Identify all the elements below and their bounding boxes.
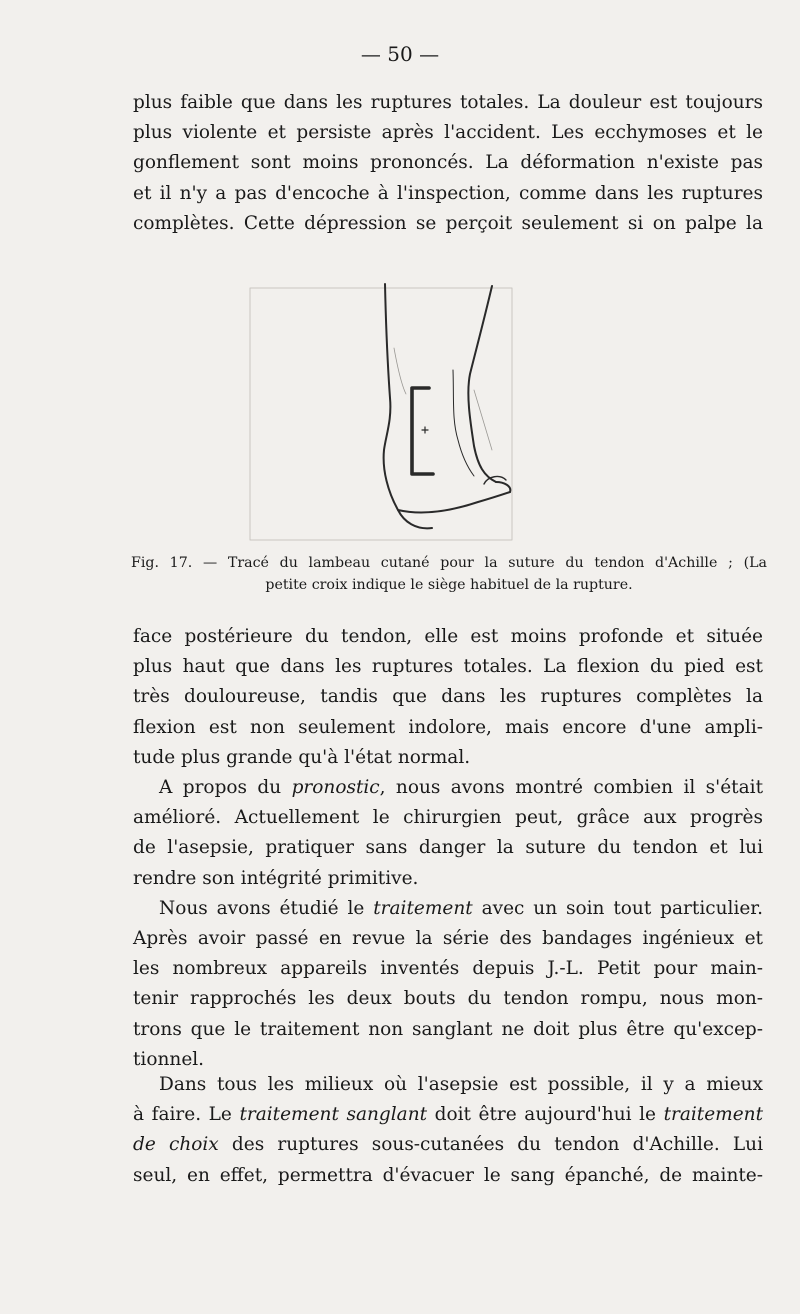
text-line: plus faible que dans les ruptures totales. La douleur est toujours (133, 92, 763, 113)
text-line: les nombreux appareils inventés depuis J.-L. Petit pour main- (133, 958, 763, 980)
text-line: très douloureuse, tandis que dans les ruptures complètes la (133, 686, 763, 708)
italic-term: pronostic (291, 777, 380, 799)
text-line: gonflement sont moins prononcés. La déformation n'existe pas (133, 152, 763, 174)
italic-term: traitement (663, 1104, 764, 1126)
text-line-traitement (133, 894, 763, 924)
text-segment: doit être aujourd'hui le (427, 1104, 664, 1126)
text-line: rendre son intégrité primitive. (133, 867, 419, 889)
text-line: amélioré. Actuellement le chirurgien peut, grâce aux progrès (133, 807, 763, 829)
text-segment: Nous avons étudié le (159, 897, 374, 919)
caption-line: petite croix indique le siège habituel de la rupture. (265, 577, 633, 593)
text-segment: des ruptures sous-cutanées du tendon d'Achille. Lui (218, 1134, 764, 1156)
text-line: seul, en effet, permettra d'évacuer le sang épanché, de mainte- (133, 1164, 763, 1186)
text-line: tionnel. (133, 1048, 205, 1070)
paragraph-bottom (133, 1070, 763, 1191)
figure-17-illustration (248, 270, 518, 546)
text-line: de l'asepsie, pratiquer sans danger la suture du tendon et lui (133, 837, 763, 859)
text-line: tude plus grande qu'à l'état normal. (133, 746, 471, 768)
italic-term: traitement sanglant (239, 1104, 428, 1126)
figure-caption (131, 552, 767, 596)
text-line: Après avoir passé en revue la série des bandages ingénieux et (133, 928, 763, 950)
text-line-traitement-sanglant (133, 1100, 763, 1130)
foot-drawing (248, 270, 518, 546)
text-line: complètes. Cette dépression se perçoit seulement si on palpe la (133, 212, 763, 234)
text-line: et il n'y a pas d'encoche à l'inspection, comme dans les ruptures (133, 182, 763, 204)
text-segment: A propos du (159, 777, 292, 799)
text-segment: avec un soin tout particulier. (472, 897, 763, 919)
text-line: flexion est non seulement indolore, mais encore d'une ampli- (133, 716, 763, 738)
text-line-de-choix (133, 1130, 763, 1160)
italic-term: de choix (133, 1134, 219, 1156)
italic-term: traitement (373, 897, 473, 919)
text-line-pronostic (133, 773, 763, 803)
paragraph-middle (133, 622, 763, 1075)
text-segment: , nous avons montré combien il s'était (379, 777, 763, 799)
page-number: — 50 — (360, 42, 440, 66)
text-segment: à faire. Le (133, 1104, 240, 1126)
text-line: trons que le traitement non sanglant ne doit plus être qu'excep- (133, 1018, 763, 1040)
text-line: face postérieure du tendon, elle est moins profonde et située (133, 626, 763, 647)
caption-line: Fig. 17. — Tracé du lambeau cutané pour la suture du tendon d'Achille ; (La (131, 555, 767, 571)
text-line: Dans tous les milieux où l'asepsie est possible, il y a mieux (159, 1074, 763, 1095)
paragraph-top (133, 88, 763, 239)
text-line: plus haut que dans les ruptures totales. La flexion du pied est (133, 656, 763, 678)
text-line: tenir rapprochés les deux bouts du tendon rompu, nous mon- (133, 988, 763, 1010)
text-line: plus violente et persiste après l'accident. Les ecchymoses et le (133, 122, 763, 144)
